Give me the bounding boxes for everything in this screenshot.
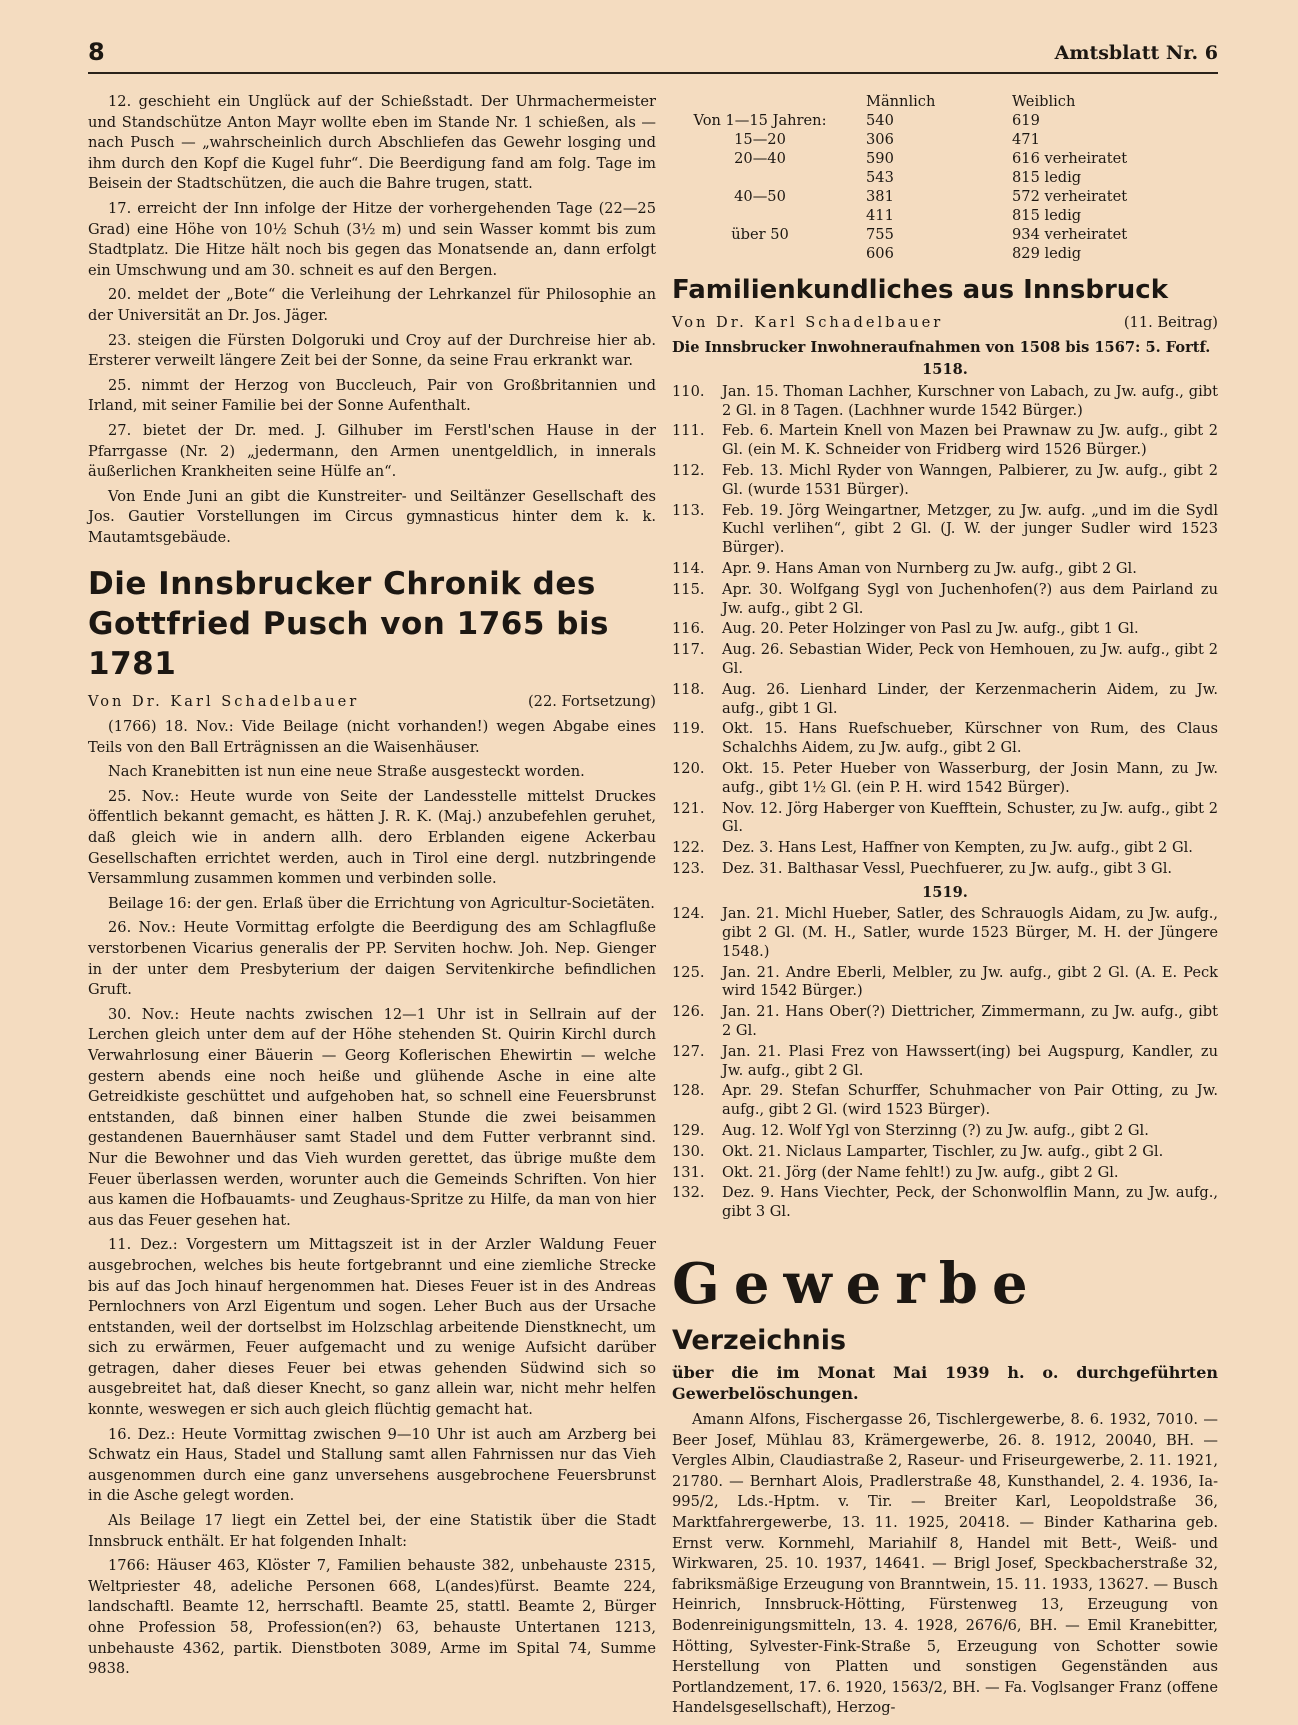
chronicle-paragraph: Beilage 16: der gen. Erlaß über die Errichtung von Agricultur-Societäten.: [108, 894, 655, 912]
chronicle-paragraph: Als Beilage 17 liegt ein Zettel bei, der eine Statistik über die Stadt Innsbruck enthält. Er hat folgenden Inhalt:: [88, 1512, 656, 1550]
table-cell: Von 1—15 Jahren:: [693, 112, 827, 129]
register-entry: [672, 620, 1218, 641]
family-subtitle: Die Innsbrucker Inwohneraufnahmen von 1508 bis 1567: 5. Fortf.: [672, 338, 1211, 356]
table-cell: 411: [866, 207, 894, 224]
chronicle-paragraphs: [88, 717, 656, 1680]
chronicle-paragraph: 26. Nov.: Heute Vormittag erfolgte die Beerdigung des am Schlagfluße verstorbenen Vicarius generalis der PP. Serviten hochw. Joh. Nep. Gienger in der unter dem Presbyterium der daigen Servitenkirche befindlichen Gruft.: [88, 919, 656, 999]
entry-number: 125.: [672, 963, 705, 981]
table-cell: 543: [866, 169, 894, 186]
family-byline: [672, 313, 1218, 334]
table-cell: 815 ledig: [1012, 207, 1082, 224]
table-header-cell: Männlich: [866, 93, 936, 110]
chronicle-paragraph: 11. Dez.: Vorgestern um Mittagszeit ist in der Arzler Waldung Feuer ausgebrochen, welches bis heute fortgebrannt und eine ziemliche Strecke bis auf das Joch hinauf hergenommen hat. Dieses Feuer ist in des Andreas Pernlochners von Arzl Eigentum und sogen. Leher Buch aus der Ursache entstanden, weil der dortselbst im Holzschlag arbeitende Dienstknecht, um sich zu erwärmen, Feuer aufgemacht und zu wenige Aufsicht darüber getragen, daher dieses Feuer bei etwas gehenden Südwind sich so ausgebreitet hat, daß dieser Knecht, so ganz allein war, nicht mehr helfen konnte, weswegen er sich auch gleich flüchtig gemacht hat.: [88, 1236, 656, 1419]
entry-text: Jan. 21. Michl Hueber, Satler, des Schrauogls Aidam, zu Jw. aufg., gibt 2 Gl. (M. H., Satler, wurde 1523 Bürger, M. H. der Jüngere 1548.): [722, 905, 1218, 960]
entry-text: Jan. 15. Thoman Lachher, Kurschner von Labach, zu Jw. aufg., gibt 2 Gl. in 8 Tagen. (Lachhner wurde 1542 Bürger.): [722, 382, 1218, 419]
chronicle-paragraph: 30. Nov.: Heute nachts zwischen 12—1 Uhr ist in Sellrain auf der Lerchen gleich unter dem auf der Höhe stehenden St. Quirin Kirchl durch Verwahrlosung einer Bäuerin — Georg Koflerischen Ehewirtin — welche gestern abends eine noch heiße und glühende Asche in eine alte Getreidkiste geschüttet und aufgehoben hat, so schnell eine Feuersbrunst entstanden, daß binnen einer halben Stunde die zwei beisammen gestandenen Bauernhäuser samt Stadel und dem Futter verbrannt sind. Nur die Bewohner und das Vieh wurden gerettet, das übrige mußte dem Feuer überlassen werden, worunter auch die Gemeinds Schriften. Von hier aus kamen die Hofbauamts- und Zeughaus-Spritze zu Hilfe, da man von hier aus das Feuer gesehen hat.: [88, 1005, 656, 1229]
left-column: [88, 92, 656, 1684]
entry-number: 110.: [672, 382, 705, 400]
register-entry: [672, 860, 1218, 881]
table-cell: 40—50: [734, 188, 786, 205]
entry-number: 132.: [672, 1184, 705, 1202]
table-row: [672, 130, 1212, 149]
entry-number: 121.: [672, 799, 705, 817]
table-cell: 306: [866, 131, 894, 148]
entry-number: 126.: [672, 1003, 705, 1021]
register-entry: [672, 502, 1218, 560]
entry-text: Feb. 13. Michl Ryder von Wanngen, Palbierer, zu Jw. aufg., gibt 2 Gl. (wurde 1531 Bürger).: [722, 461, 1218, 498]
intro-paragraph: 25. nimmt der Herzog von Buccleuch, Pair von Großbritannien und Irland, mit seiner Familie bei der Sonne Aufenthalt.: [88, 376, 656, 415]
register-entry: [672, 560, 1218, 581]
register-entry: [672, 422, 1218, 462]
year-heading: 1519.: [922, 883, 968, 901]
gewerbe-heading: Gewerbe: [672, 1251, 1042, 1318]
register-entry: [672, 462, 1218, 502]
entry-number: 128.: [672, 1082, 705, 1100]
entry-number: 112.: [672, 461, 705, 479]
intro-paragraph: 23. steigen die Fürsten Dolgoruki und Croy auf der Durchreise hier ab. Ersterer verweilt längere Zeit bei der Sonne, da seine Frau erkrankt war.: [88, 331, 656, 370]
entry-number: 120.: [672, 759, 705, 777]
family-article-title: Familienkundliches aus Innsbruck: [672, 275, 1168, 305]
population-table: [672, 92, 1212, 263]
page-number: 8: [88, 38, 105, 66]
register-entry: [672, 1184, 1218, 1224]
register-entry: [672, 905, 1218, 963]
entry-text: Apr. 9. Hans Aman von Nurnberg zu Jw. aufg., gibt 2 Gl.: [722, 559, 1137, 577]
entry-number: 116.: [672, 620, 705, 638]
table-cell: über 50: [731, 226, 789, 243]
table-row: [672, 149, 1212, 168]
intro-paragraph: 12. geschieht ein Unglück auf der Schießstadt. Der Uhrmachermeister und Standschütze Anton Mayr wollte eben im Stande Nr. 1 schießen, als — nach Pusch — „wahrscheinlich durch Abschliefen das Gewehr losging und ihm durch den Kopf die Kugel fuhr“. Die Beerdigung fand am folg. Tage im Beisein der Stadtschützen, die auch die Bahre trugen, statt.: [88, 93, 656, 193]
table-row: [672, 206, 1212, 225]
intro-paragraph: Von Ende Juni an gibt die Kunstreiter- und Seiltänzer Gesellschaft des Jos. Gautier Vorstellungen im Circus gymnasticus hinter dem k. k. Mautamtsgebäude.: [88, 487, 656, 546]
entry-text: Okt. 15. Hans Ruefschueber, Kürschner von Rum, des Claus Schalchhs Aidem, zu Jw. aufg., gibt 2 Gl.: [722, 720, 1218, 757]
table-header-cell: Weiblich: [1012, 93, 1076, 110]
intro-paragraph: 17. erreicht der Inn infolge der Hitze der vorhergehenden Tage (22—25 Grad) eine Höhe von 10½ Schuh (3½ m) und sein Wasser kommt bis zum Stadtplatz. Die Hitze hält noch bis gegen das Monatsende an, dann erfolgt ein Umschwung und am 30. schneit es auf den Bergen.: [88, 199, 656, 279]
entry-number: 114.: [672, 559, 705, 577]
table-row: [672, 111, 1212, 130]
chronicle-title: Die Innsbrucker Chronik des Gottfried Pusch von 1765 bis 1781: [88, 566, 609, 683]
entry-number: 130.: [672, 1142, 705, 1160]
register-entry: [672, 760, 1218, 800]
table-cell: [672, 206, 848, 225]
table-cell: 572 verheiratet: [1012, 188, 1128, 205]
table-row: [672, 187, 1212, 206]
register-1519: [672, 905, 1218, 1224]
entry-number: 115.: [672, 580, 705, 598]
table-cell: 616 verheiratet: [1012, 150, 1128, 167]
intro-paragraph: 27. bietet der Dr. med. J. Gilhuber im Ferstl'schen Hause in der Pfarrgasse (Nr. 2) „jedermann, den Armen unentgeldlich, in innerals äußerlichen Krankheiten seine Hülfe an“.: [88, 421, 656, 481]
table-cell: 20—40: [734, 150, 786, 167]
entry-text: Okt. 15. Peter Hueber von Wasserburg, der Josin Mann, zu Jw. aufg., gibt 1½ Gl. (ein P. H. wird 1542 Bürger).: [722, 759, 1218, 796]
entry-text: Okt. 21. Niclaus Lamparter, Tischler, zu Jw. aufg., gibt 2 Gl.: [722, 1142, 1164, 1160]
entry-number: 123.: [672, 859, 705, 877]
family-author: Von Dr. Karl Schadelbauer: [672, 314, 944, 331]
population-table-header: [672, 92, 1212, 111]
entry-text: Dez. 3. Hans Lest, Haffner von Kempten, zu Jw. aufg., gibt 2 Gl.: [722, 839, 1193, 857]
entry-number: 118.: [672, 680, 705, 698]
table-cell: 590: [866, 150, 894, 167]
entry-text: Aug. 26. Lienhard Linder, der Kerzenmacherin Aidem, zu Jw. aufg., gibt 1 Gl.: [722, 680, 1218, 717]
table-cell: 934 verheiratet: [1012, 226, 1128, 243]
register-entry: [672, 1082, 1218, 1122]
table-cell: 829 ledig: [1012, 245, 1082, 262]
year-heading: 1518.: [922, 361, 968, 379]
entry-number: 131.: [672, 1163, 705, 1181]
chronicle-paragraph: Nach Kranebitten ist nun eine neue Straße ausgesteckt worden.: [108, 763, 585, 781]
entry-text: Aug. 12. Wolf Ygl von Sterzinng (?) zu Jw. aufg., gibt 2 Gl.: [722, 1122, 1149, 1140]
entry-number: 113.: [672, 501, 705, 519]
register-entry: [672, 1164, 1218, 1185]
entry-number: 129.: [672, 1122, 705, 1140]
entry-text: Jan. 21. Plasi Frez von Hawssert(ing) bei Augspurg, Kandler, zu Jw. aufg., gibt 2 Gl.: [722, 1042, 1218, 1079]
table-cell: 755: [866, 226, 894, 243]
intro-paragraph: 20. meldet der „Bote“ die Verleihung der Lehrkanzel für Philosophie an der Universität an Dr. Jos. Jäger.: [88, 286, 656, 324]
entry-number: 117.: [672, 641, 705, 659]
register-entry: [672, 1143, 1218, 1164]
register-entry: [672, 1122, 1218, 1143]
verzeichnis-heading: Verzeichnis: [672, 1325, 847, 1357]
entry-number: 124.: [672, 905, 705, 923]
chronicle-author: Von Dr. Karl Schadelbauer: [88, 693, 360, 711]
entry-text: Dez. 9. Hans Viechter, Peck, der Schonwolflin Mann, zu Jw. aufg., gibt 3 Gl.: [722, 1184, 1218, 1221]
register-1518: [672, 383, 1218, 881]
register-entry: [672, 641, 1218, 681]
table-cell: 540: [866, 112, 894, 129]
entry-number: 122.: [672, 839, 705, 857]
table-cell: 471: [1012, 131, 1040, 148]
register-entry: [672, 964, 1218, 1004]
chronicle-byline: [88, 692, 656, 713]
entry-text: Jan. 21. Hans Ober(?) Diettricher, Zimmermann, zu Jw. aufg., gibt 2 Gl.: [722, 1003, 1218, 1040]
table-cell: 815 ledig: [1012, 169, 1082, 186]
entry-text: Feb. 6. Martein Knell von Mazen bei Prawnaw zu Jw. aufg., gibt 2 Gl. (ein M. K. Schneider von Fridberg wird 1526 Bürger.): [722, 422, 1218, 459]
entry-number: 111.: [672, 422, 705, 440]
register-entry: [672, 1003, 1218, 1043]
register-entry: [672, 800, 1218, 840]
entry-text: Apr. 30. Wolfgang Sygl von Juchenhofen(?) aus dem Pairland zu Jw. aufg., gibt 2 Gl.: [722, 580, 1218, 617]
entry-text: Okt. 21. Jörg (der Name fehlt!) zu Jw. aufg., gibt 2 Gl.: [722, 1163, 1119, 1181]
register-entry: [672, 681, 1218, 721]
table-row: [672, 168, 1212, 187]
chronicle-paragraph: (1766) 18. Nov.: Vide Beilage (nicht vorhanden!) wegen Abgabe eines Teils von den Ball Erträgnissen an die Waisenhäuser.: [88, 718, 656, 756]
entry-text: Feb. 19. Jörg Weingartner, Metzger, zu Jw. aufg. „und im die Sydl Kuchl verlihen“, gibt 2 Gl. (J. W. der junger Sudler wird 1523 Bürger).: [722, 501, 1218, 557]
entry-text: Aug. 26. Sebastian Wider, Peck von Hemhouen, zu Jw. aufg., gibt 2 Gl.: [722, 641, 1218, 677]
table-cell: 606: [866, 245, 894, 262]
right-column: [672, 92, 1218, 1723]
table-cell: 381: [866, 188, 894, 205]
entry-text: Jan. 21. Andre Eberli, Melbler, zu Jw. aufg., gibt 2 Gl. (A. E. Peck wird 1542 Bürger.): [722, 963, 1218, 1000]
chronicle-continuation: (22. Fortsetzung): [527, 693, 656, 711]
register-entry: [672, 383, 1218, 423]
table-cell: [672, 244, 848, 263]
chronicle-paragraph: 25. Nov.: Heute wurde von Seite der Landesstelle mittelst Druckes öffentlich bekannt gemacht, es hätten J. R. K. (Maj.) anzubefehlen geruhet, daß gleich wie in andern allh. dero Erblanden eigene Ackerbau Gesellschaften errichtet werden, auch in Tirol eine dergl. nutzbringende Versammlung zusammen kommen und verbinden solle.: [88, 787, 656, 888]
table-cell: 15—20: [734, 131, 786, 148]
entry-text: Aug. 20. Peter Holzinger von Pasl zu Jw. aufg., gibt 1 Gl.: [722, 620, 1139, 638]
family-continuation: (11. Beitrag): [1123, 314, 1218, 331]
entry-text: Apr. 29. Stefan Schurffer, Schuhmacher von Pair Otting, zu Jw. aufg., gibt 2 Gl. (wird 1523 Bürger).: [722, 1082, 1218, 1119]
table-row: [672, 225, 1212, 244]
chronicle-paragraph: 1766: Häuser 463, Klöster 7, Familien behauste 382, unbehauste 2315, Weltpriester 48, adeliche Personen 668, L(andes)fürst. Beamte 224, landschaftl. Beamte 12, herrschaftl. Beamte 25, stattl. Beamte 2, Bürger ohne Profession 58, Profession(en?) 63, behauste Untertanen 1213, unbehauste 4362, partik. Dienstboten 3089, Arme im Spital 74, Summe 9838.: [88, 1557, 656, 1678]
table-header-cell: [672, 92, 848, 111]
entry-text: Nov. 12. Jörg Haberger von Kuefftein, Schuster, zu Jw. aufg., gibt 2 Gl.: [722, 799, 1218, 836]
table-row: [672, 244, 1212, 263]
entry-number: 119.: [672, 720, 705, 738]
table-cell: [672, 168, 848, 187]
register-entry: [672, 720, 1218, 760]
gewerbe-list: Amann Alfons, Fischergasse 26, Tischlergewerbe, 8. 6. 1932, 7010. — Beer Josef, Mühlau 83, Krämergewerbe, 26. 8. 1912, 20040, BH. — Vergles Albin, Claudiastraße 2, Raseur- und Friseurgewerbe, 2. 11. 1921, 21780. — Bernhart Alois, Pradlerstraße 48, Kunsthandel, 2. 4. 1936, Ia-995/2, Lds.-Hptm. v. Tir. — Breiter Karl, Leopoldstraße 36, Marktfahrergewerbe, 13. 11. 1925, 20418. — Binder Katharina geb. Ernst verw. Kornmehl, Mariahilf 8, Handel mit Bett-, Weiß- und Wirkwaren, 25. 10. 1937, 14641. — Brigl Josef, Speckbacherstraße 32, fabriksmäßige Erzeugung von Branntwein, 15. 11. 1933, 13627. — Busch Heinrich, Innsbruck-Hötting, Fürstenweg 13, Erzeugung von Bodenreinigungsmitteln, 13. 4. 1928, 2676/6, BH. — Emil Kranebitter, Hötting, Sylvester-Fink-Straße 5, Erzeugung von Schotter sowie Herstellung von Platten und sonstigen Gegenständen aus Portlandzement, 17. 6. 1920, 1563/2, BH. — Fa. Voglsanger Franz (offene Handelsgesellschaft), Herzog-: [672, 1411, 1218, 1717]
entry-number: 127.: [672, 1042, 705, 1060]
journal-title: Amtsblatt Nr. 6: [1054, 42, 1218, 64]
entry-text: Dez. 31. Balthasar Vessl, Puechfuerer, zu Jw. aufg., gibt 3 Gl.: [722, 859, 1173, 877]
chronicle-paragraph: 16. Dez.: Heute Vormittag zwischen 9—10 Uhr ist auch am Arzberg bei Schwatz ein Haus, Stadel und Stallung samt allen Fahrnissen nur das Vieh ausgenommen durch eine ganz unversehens ausgebrochene Feuersbrunst in die Asche gelegt worden.: [88, 1425, 656, 1505]
register-entry: [672, 581, 1218, 621]
table-cell: 619: [1012, 112, 1040, 129]
intro-paragraphs: [88, 92, 656, 548]
register-entry: [672, 839, 1218, 860]
page-header: [88, 38, 1218, 74]
verzeichnis-subtitle: über die im Monat Mai 1939 h. o. durchgeführten Gewerbelöschungen.: [672, 1363, 1218, 1404]
register-entry: [672, 1043, 1218, 1083]
